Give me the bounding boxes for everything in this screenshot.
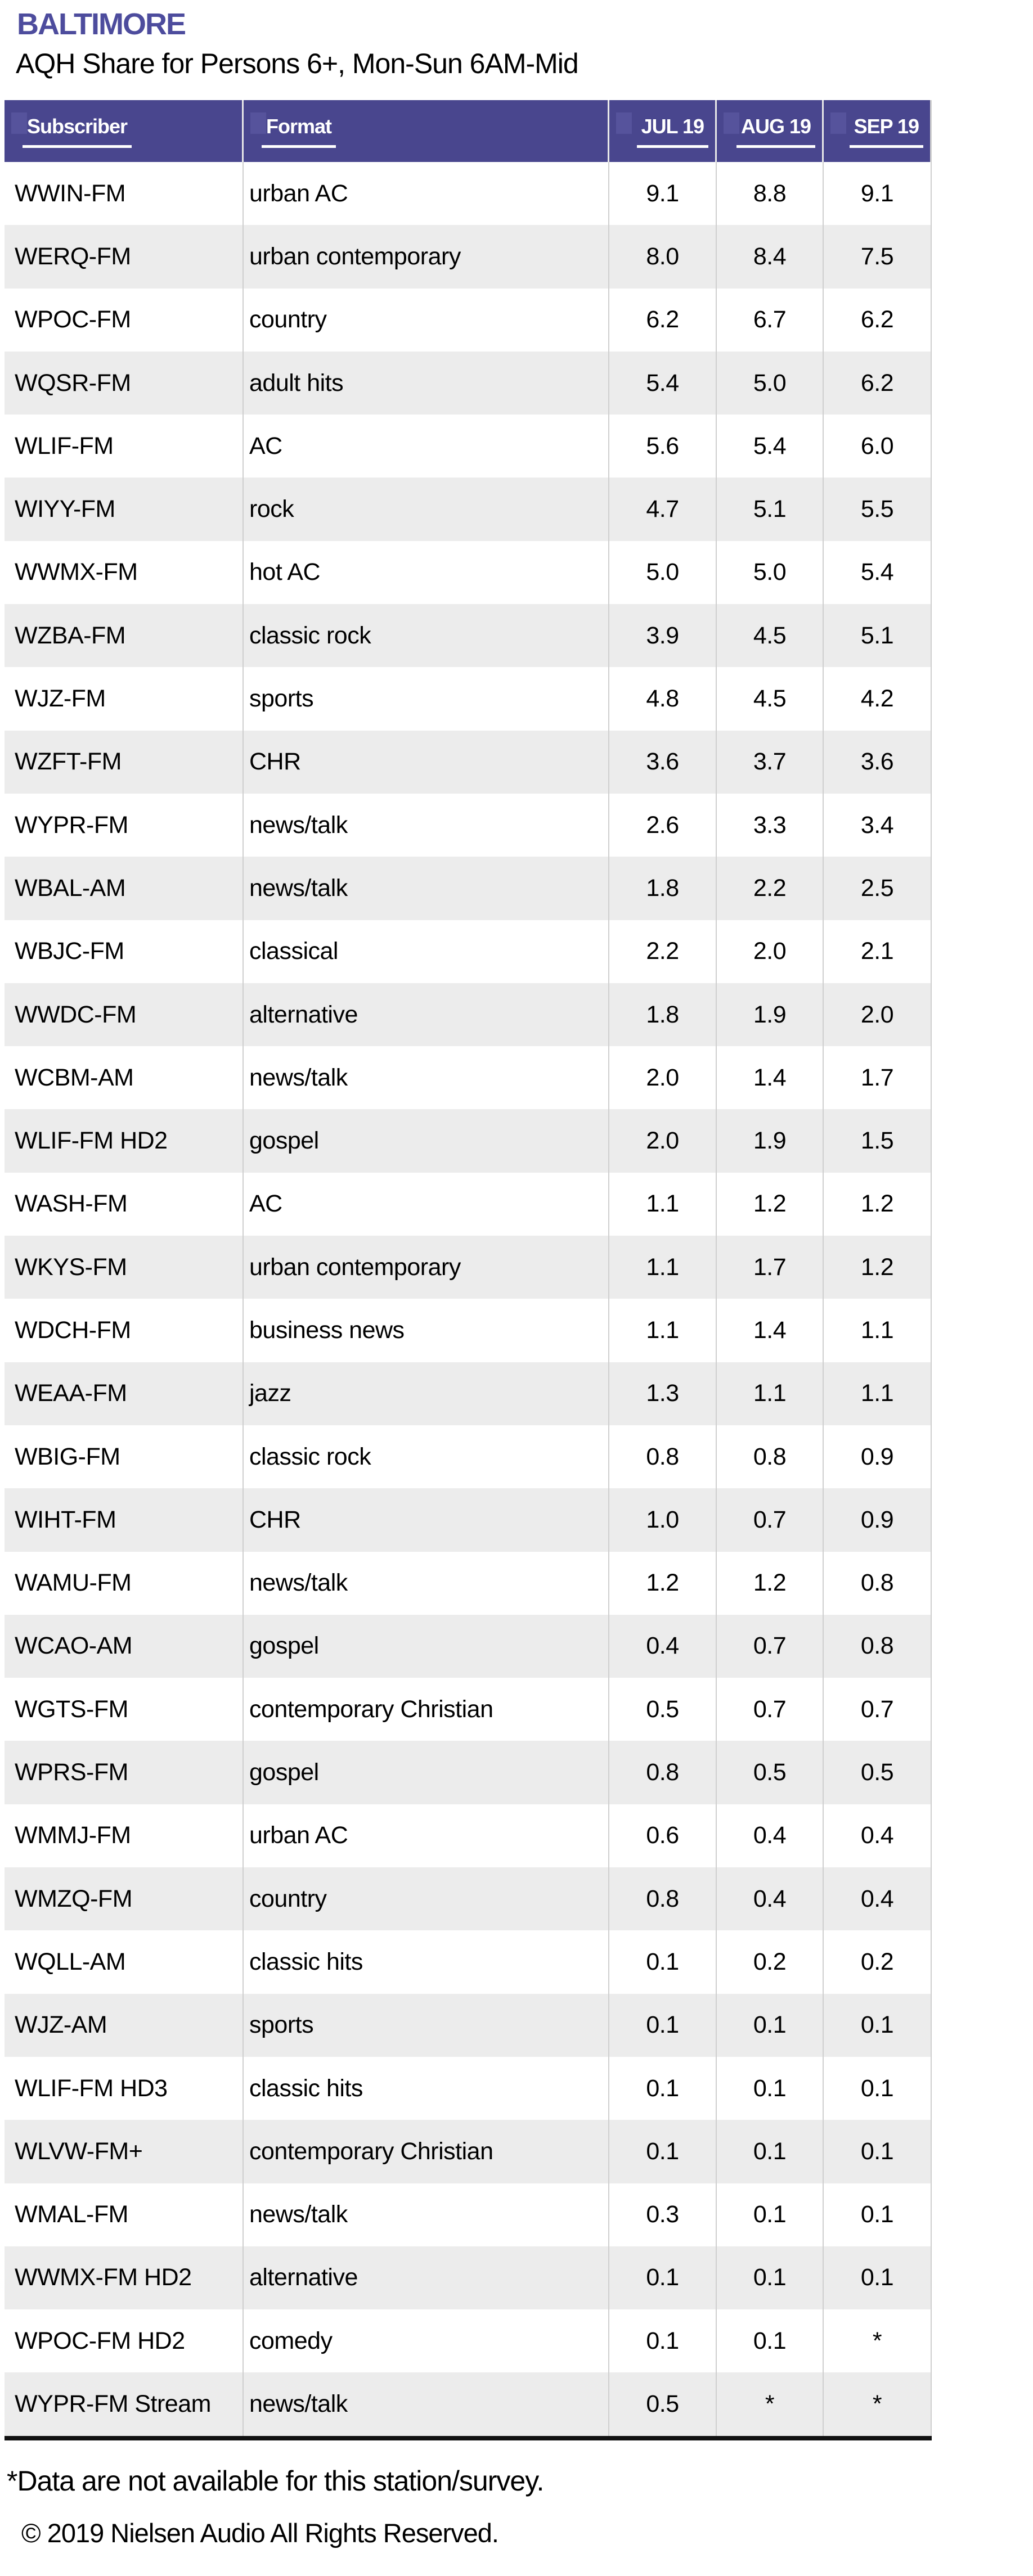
table-row	[5, 794, 932, 857]
cell-jul19: 0.1	[609, 2309, 717, 2372]
cell-jul19: 0.1	[609, 1930, 717, 1993]
cell-jul19: 0.5	[609, 2372, 717, 2435]
cell-subscriber: WEAA-FM	[5, 1362, 244, 1425]
cell-aug19: 2.0	[717, 920, 824, 983]
cell-sep19: 0.1	[824, 2183, 932, 2246]
cell-subscriber: WQLL-AM	[5, 1930, 244, 1993]
cell-aug19: 0.1	[717, 2309, 824, 2372]
cell-format: classic hits	[244, 1930, 609, 1993]
cell-subscriber: WCBM-AM	[5, 1046, 244, 1109]
cell-jul19: 1.8	[609, 983, 717, 1046]
copyright: © 2019 Nielsen Audio All Rights Reserved.	[21, 2518, 498, 2548]
cell-aug19: 3.3	[717, 794, 824, 857]
cell-jul19: 4.8	[609, 667, 717, 730]
cell-format: CHR	[244, 731, 609, 794]
cell-jul19: 0.6	[609, 1804, 717, 1867]
cell-aug19: 1.9	[717, 1109, 824, 1172]
cell-sep19: 4.2	[824, 667, 932, 730]
cell-sep19: 0.1	[824, 2246, 932, 2309]
table-row	[5, 289, 932, 352]
cell-format: country	[244, 289, 609, 352]
cell-jul19: 1.1	[609, 1299, 717, 1362]
cell-format: classic rock	[244, 604, 609, 667]
cell-format: AC	[244, 1173, 609, 1236]
table-row	[5, 1425, 932, 1488]
cell-aug19: 5.0	[717, 541, 824, 604]
column-header-label: SEP 19	[850, 115, 923, 148]
cell-format: alternative	[244, 983, 609, 1046]
cell-sep19: 0.1	[824, 2120, 932, 2183]
table-body	[5, 162, 932, 2436]
cell-jul19: 0.1	[609, 2246, 717, 2309]
cell-jul19: 4.7	[609, 478, 717, 541]
cell-subscriber: WWIN-FM	[5, 162, 244, 225]
cell-aug19: 1.4	[717, 1046, 824, 1109]
cell-sep19: 2.0	[824, 983, 932, 1046]
cell-format: contemporary Christian	[244, 1678, 609, 1741]
cell-sep19: 6.2	[824, 352, 932, 415]
cell-jul19: 0.8	[609, 1741, 717, 1804]
cell-jul19: 5.0	[609, 541, 717, 604]
table-row	[5, 2372, 932, 2435]
cell-sep19: 2.1	[824, 920, 932, 983]
cell-aug19: 0.1	[717, 2057, 824, 2120]
column-header-aug19[interactable]	[717, 100, 824, 162]
cell-aug19: 3.7	[717, 731, 824, 794]
cell-format: comedy	[244, 2309, 609, 2372]
cell-jul19: 1.3	[609, 1362, 717, 1425]
cell-jul19: 2.0	[609, 1109, 717, 1172]
cell-format: urban contemporary	[244, 225, 609, 288]
cell-aug19: 8.8	[717, 162, 824, 225]
cell-sep19: 0.7	[824, 1678, 932, 1741]
cell-aug19: 1.7	[717, 1236, 824, 1299]
header-accent-square	[250, 112, 266, 134]
cell-sep19: 1.2	[824, 1236, 932, 1299]
table-row	[5, 1615, 932, 1678]
cell-sep19: 6.2	[824, 289, 932, 352]
market-title: BALTIMORE	[17, 7, 185, 41]
cell-subscriber: WBJC-FM	[5, 920, 244, 983]
cell-sep19: 7.5	[824, 225, 932, 288]
cell-aug19: 0.4	[717, 1867, 824, 1930]
cell-subscriber: WZFT-FM	[5, 731, 244, 794]
cell-sep19: 3.4	[824, 794, 932, 857]
cell-aug19: 1.4	[717, 1299, 824, 1362]
table-row	[5, 1552, 932, 1615]
cell-sep19: 0.9	[824, 1488, 932, 1551]
cell-aug19: 0.7	[717, 1615, 824, 1678]
cell-aug19: 0.1	[717, 2120, 824, 2183]
table-row	[5, 1930, 932, 1993]
cell-format: news/talk	[244, 857, 609, 920]
cell-subscriber: WJZ-FM	[5, 667, 244, 730]
cell-aug19: *	[717, 2372, 824, 2435]
cell-subscriber: WKYS-FM	[5, 1236, 244, 1299]
header-accent-square	[830, 112, 846, 134]
column-header-jul19[interactable]	[609, 100, 717, 162]
cell-format: urban AC	[244, 1804, 609, 1867]
cell-aug19: 0.1	[717, 2246, 824, 2309]
cell-subscriber: WJZ-AM	[5, 1994, 244, 2057]
table-row	[5, 1867, 932, 1930]
cell-subscriber: WIYY-FM	[5, 478, 244, 541]
cell-sep19: 0.9	[824, 1425, 932, 1488]
cell-sep19: 2.5	[824, 857, 932, 920]
cell-aug19: 0.1	[717, 1994, 824, 2057]
cell-jul19: 0.8	[609, 1867, 717, 1930]
header-accent-square	[616, 112, 632, 134]
cell-sep19: 1.1	[824, 1299, 932, 1362]
cell-subscriber: WGTS-FM	[5, 1678, 244, 1741]
table-row	[5, 1804, 932, 1867]
cell-aug19: 0.4	[717, 1804, 824, 1867]
cell-aug19: 2.2	[717, 857, 824, 920]
cell-subscriber: WPOC-FM HD2	[5, 2309, 244, 2372]
cell-subscriber: WPOC-FM	[5, 289, 244, 352]
cell-format: alternative	[244, 2246, 609, 2309]
cell-aug19: 5.4	[717, 415, 824, 478]
column-header-label: Subscriber	[23, 115, 132, 148]
cell-subscriber: WQSR-FM	[5, 352, 244, 415]
cell-format: adult hits	[244, 352, 609, 415]
column-header-label: JUL 19	[637, 115, 708, 148]
cell-subscriber: WZBA-FM	[5, 604, 244, 667]
column-header-subscriber[interactable]	[5, 100, 244, 162]
cell-aug19: 0.8	[717, 1425, 824, 1488]
cell-sep19: 1.1	[824, 1362, 932, 1425]
table-row	[5, 415, 932, 478]
cell-format: AC	[244, 415, 609, 478]
cell-sep19: 0.4	[824, 1867, 932, 1930]
table-row	[5, 541, 932, 604]
cell-format: sports	[244, 667, 609, 730]
column-header-format[interactable]	[244, 100, 609, 162]
table-row	[5, 1488, 932, 1551]
header-accent-square	[724, 112, 739, 134]
cell-jul19: 0.1	[609, 2057, 717, 2120]
cell-sep19: 0.1	[824, 1994, 932, 2057]
cell-format: gospel	[244, 1109, 609, 1172]
cell-format: country	[244, 1867, 609, 1930]
header-accent-square	[11, 112, 27, 134]
cell-subscriber: WLIF-FM	[5, 415, 244, 478]
cell-subscriber: WPRS-FM	[5, 1741, 244, 1804]
cell-subscriber: WMMJ-FM	[5, 1804, 244, 1867]
cell-aug19: 8.4	[717, 225, 824, 288]
cell-subscriber: WAMU-FM	[5, 1552, 244, 1615]
cell-format: gospel	[244, 1615, 609, 1678]
table-row	[5, 1046, 932, 1109]
cell-aug19: 1.2	[717, 1173, 824, 1236]
table-row	[5, 2183, 932, 2246]
cell-sep19: 3.6	[824, 731, 932, 794]
table-row	[5, 1299, 932, 1362]
cell-jul19: 5.4	[609, 352, 717, 415]
cell-subscriber: WMZQ-FM	[5, 1867, 244, 1930]
table-row	[5, 857, 932, 920]
cell-subscriber: WLIF-FM HD2	[5, 1109, 244, 1172]
cell-format: urban AC	[244, 162, 609, 225]
cell-subscriber: WBIG-FM	[5, 1425, 244, 1488]
footnote: *Data are not available for this station/survey.	[7, 2465, 544, 2497]
cell-subscriber: WWMX-FM	[5, 541, 244, 604]
cell-jul19: 8.0	[609, 225, 717, 288]
cell-jul19: 1.0	[609, 1488, 717, 1551]
cell-format: jazz	[244, 1362, 609, 1425]
cell-subscriber: WMAL-FM	[5, 2183, 244, 2246]
cell-jul19: 0.5	[609, 1678, 717, 1741]
cell-subscriber: WLVW-FM+	[5, 2120, 244, 2183]
cell-format: urban contemporary	[244, 1236, 609, 1299]
cell-jul19: 1.1	[609, 1236, 717, 1299]
table-row	[5, 1109, 932, 1172]
cell-subscriber: WLIF-FM HD3	[5, 2057, 244, 2120]
cell-subscriber: WCAO-AM	[5, 1615, 244, 1678]
cell-sep19: 0.5	[824, 1741, 932, 1804]
cell-subscriber: WIHT-FM	[5, 1488, 244, 1551]
cell-aug19: 0.1	[717, 2183, 824, 2246]
cell-aug19: 0.7	[717, 1488, 824, 1551]
cell-sep19: 1.5	[824, 1109, 932, 1172]
report-subtitle: AQH Share for Persons 6+, Mon-Sun 6AM-Mid	[16, 48, 578, 79]
cell-jul19: 6.2	[609, 289, 717, 352]
cell-jul19: 0.3	[609, 2183, 717, 2246]
table-row	[5, 1362, 932, 1425]
cell-jul19: 2.0	[609, 1046, 717, 1109]
table-row	[5, 983, 932, 1046]
table-row	[5, 1741, 932, 1804]
cell-subscriber: WYPR-FM Stream	[5, 2372, 244, 2435]
table-row	[5, 2246, 932, 2309]
cell-subscriber: WBAL-AM	[5, 857, 244, 920]
cell-format: classical	[244, 920, 609, 983]
cell-jul19: 0.4	[609, 1615, 717, 1678]
table-row	[5, 1678, 932, 1741]
table-row	[5, 920, 932, 983]
cell-jul19: 0.1	[609, 2120, 717, 2183]
aqh-share-table	[5, 100, 932, 2440]
cell-aug19: 5.0	[717, 352, 824, 415]
cell-jul19: 2.2	[609, 920, 717, 983]
cell-aug19: 5.1	[717, 478, 824, 541]
cell-aug19: 6.7	[717, 289, 824, 352]
cell-jul19: 1.2	[609, 1552, 717, 1615]
cell-aug19: 4.5	[717, 667, 824, 730]
cell-jul19: 3.6	[609, 731, 717, 794]
cell-subscriber: WDCH-FM	[5, 1299, 244, 1362]
cell-format: hot AC	[244, 541, 609, 604]
cell-aug19: 1.2	[717, 1552, 824, 1615]
table-row	[5, 731, 932, 794]
cell-format: sports	[244, 1994, 609, 2057]
cell-sep19: 5.4	[824, 541, 932, 604]
cell-format: news/talk	[244, 1552, 609, 1615]
table-row	[5, 1173, 932, 1236]
cell-jul19: 0.1	[609, 1994, 717, 2057]
table-row	[5, 1236, 932, 1299]
cell-subscriber: WASH-FM	[5, 1173, 244, 1236]
cell-format: news/talk	[244, 2183, 609, 2246]
table-row	[5, 2057, 932, 2120]
cell-format: rock	[244, 478, 609, 541]
cell-jul19: 1.8	[609, 857, 717, 920]
cell-sep19: 0.8	[824, 1615, 932, 1678]
cell-aug19: 0.7	[717, 1678, 824, 1741]
cell-sep19: 9.1	[824, 162, 932, 225]
cell-subscriber: WWDC-FM	[5, 983, 244, 1046]
table-row	[5, 2120, 932, 2183]
table-header-row	[5, 100, 932, 162]
cell-format: gospel	[244, 1741, 609, 1804]
cell-jul19: 1.1	[609, 1173, 717, 1236]
cell-jul19: 9.1	[609, 162, 717, 225]
cell-aug19: 1.1	[717, 1362, 824, 1425]
cell-format: contemporary Christian	[244, 2120, 609, 2183]
cell-sep19: 0.4	[824, 1804, 932, 1867]
cell-aug19: 0.5	[717, 1741, 824, 1804]
cell-subscriber: WERQ-FM	[5, 225, 244, 288]
cell-jul19: 5.6	[609, 415, 717, 478]
cell-sep19: *	[824, 2309, 932, 2372]
cell-sep19: *	[824, 2372, 932, 2435]
cell-jul19: 0.8	[609, 1425, 717, 1488]
cell-sep19: 5.5	[824, 478, 932, 541]
table-row	[5, 1994, 932, 2057]
table-row	[5, 352, 932, 415]
cell-aug19: 4.5	[717, 604, 824, 667]
cell-format: classic hits	[244, 2057, 609, 2120]
table-row	[5, 604, 932, 667]
cell-sep19: 0.2	[824, 1930, 932, 1993]
table-row	[5, 162, 932, 225]
table-row	[5, 2309, 932, 2372]
cell-sep19: 0.8	[824, 1552, 932, 1615]
cell-subscriber: WWMX-FM HD2	[5, 2246, 244, 2309]
cell-sep19: 0.1	[824, 2057, 932, 2120]
cell-format: classic rock	[244, 1425, 609, 1488]
table-row	[5, 225, 932, 288]
cell-sep19: 1.7	[824, 1046, 932, 1109]
cell-format: news/talk	[244, 794, 609, 857]
cell-jul19: 3.9	[609, 604, 717, 667]
cell-format: CHR	[244, 1488, 609, 1551]
table-row	[5, 478, 932, 541]
table-row	[5, 667, 932, 730]
cell-format: news/talk	[244, 2372, 609, 2435]
cell-subscriber: WYPR-FM	[5, 794, 244, 857]
cell-sep19: 1.2	[824, 1173, 932, 1236]
cell-aug19: 0.2	[717, 1930, 824, 1993]
cell-format: news/talk	[244, 1046, 609, 1109]
column-header-label: Format	[262, 115, 336, 148]
column-header-label: AUG 19	[736, 115, 815, 148]
column-header-sep19[interactable]	[824, 100, 932, 162]
cell-aug19: 1.9	[717, 983, 824, 1046]
cell-sep19: 5.1	[824, 604, 932, 667]
cell-sep19: 6.0	[824, 415, 932, 478]
cell-format: business news	[244, 1299, 609, 1362]
cell-jul19: 2.6	[609, 794, 717, 857]
